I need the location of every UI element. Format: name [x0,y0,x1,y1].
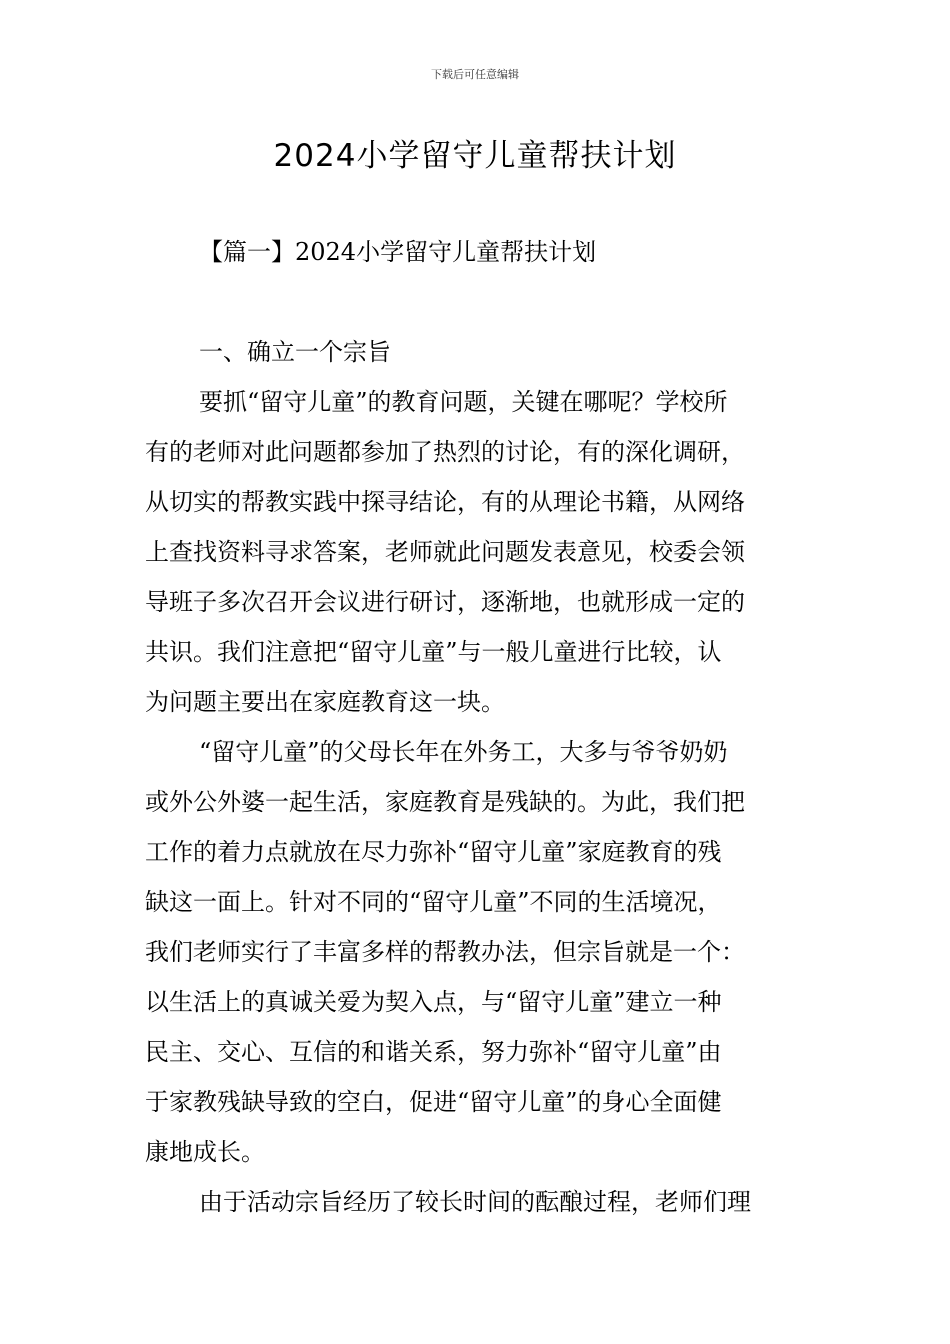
paragraph-line: 导班子多次召开会议进行研讨，逐渐地，也就形成一定的 [145,588,745,616]
paragraph-line: 工作的着力点就放在尽力弥补“留守儿童”家庭教育的残 [145,838,722,866]
paragraph-line: 我们老师实行了丰富多样的帮教办法，但宗旨就是一个： [145,938,745,966]
subheading: 一、确立一个宗旨 [199,338,391,366]
paragraph-1 [145,377,805,727]
header-note: 下载后可任意编辑 [431,68,519,81]
paragraph-line: “留守儿童”的父母长年在外务工，大多与爷爷奶奶 [199,738,728,766]
paragraph-line: 从切实的帮教实践中探寻结论，有的从理论书籍，从网络 [145,488,745,516]
paragraph-line: 或外公外婆一起生活，家庭教育是残缺的。为此，我们把 [145,788,745,816]
paragraph-line: 为问题主要出在家庭教育这一块。 [145,688,505,716]
paragraph-line: 共识。我们注意把“留守儿童”与一般儿童进行比较，认 [145,638,722,666]
paragraph-line: 要抓“留守儿童”的教育问题，关键在哪呢？学校所 [199,388,728,416]
paragraph-2 [145,727,805,1177]
paragraph-line: 由于活动宗旨经历了较长时间的酝酿过程，老师们理 [199,1188,751,1216]
paragraph-line: 上查找资料寻求答案，老师就此问题发表意见，校委会领 [145,538,745,566]
paragraph-3 [145,1177,805,1227]
paragraph-line: 民主、交心、互信的和谐关系，努力弥补“留守儿童”由 [145,1038,722,1066]
paragraph-line: 以生活上的真诚关爱为契入点，与“留守儿童”建立一种 [145,988,722,1016]
section-heading: 【篇一】2024小学留守儿童帮扶计划 [199,238,597,266]
paragraph-line: 康地成长。 [145,1138,265,1166]
paragraph-line: 于家教残缺导致的空白，促进“留守儿童”的身心全面健 [145,1088,722,1116]
paragraph-line: 有的老师对此问题都参加了热烈的讨论，有的深化调研， [145,438,745,466]
document-title: 2024小学留守儿童帮扶计划 [273,138,677,174]
paragraph-line: 缺这一面上。针对不同的“留守儿童”不同的生活境况， [145,888,722,916]
